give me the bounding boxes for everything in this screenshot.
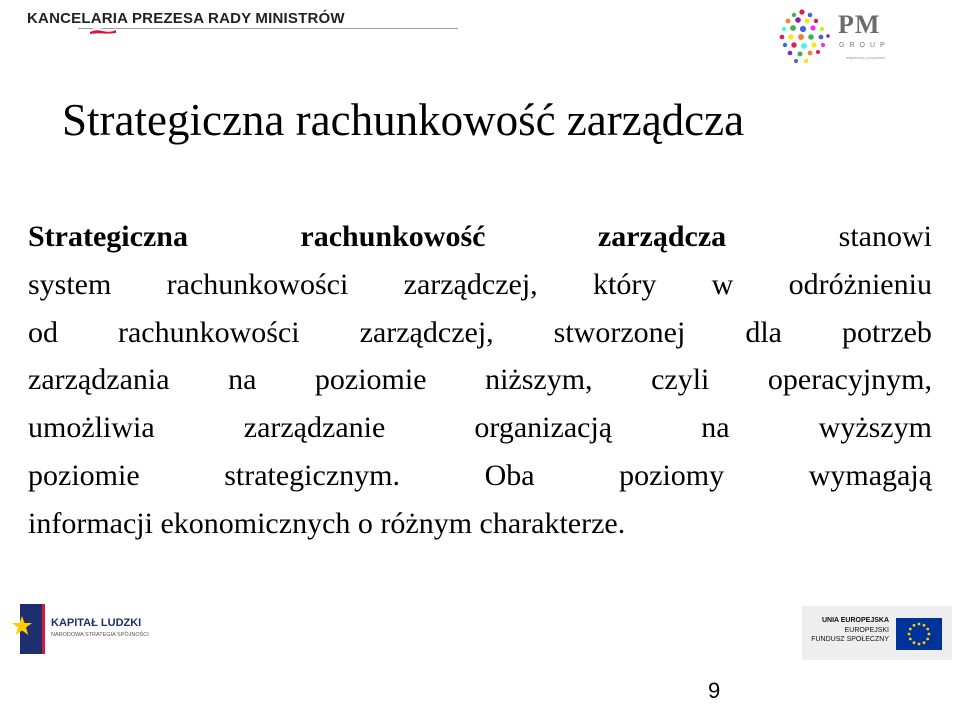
paragraph-word: poziomie (314, 363, 427, 397)
paragraph-word: Oba (484, 458, 535, 492)
pm-logo-tagline: wspieramy przyszłość (846, 55, 885, 60)
eu-logo-text (811, 616, 889, 645)
pm-group-logo (776, 6, 936, 68)
paragraph-word: rachunkowość (300, 220, 486, 253)
poland-flag-icon (90, 26, 116, 34)
paragraph-word: niższym, (485, 363, 593, 397)
paragraph-word: dla (745, 315, 782, 349)
eu-flag-icon (896, 618, 942, 650)
kprm-divider (78, 28, 458, 29)
paragraph-word: umożliwia (28, 411, 155, 445)
paragraph-line (28, 404, 932, 452)
kapital-ludzki-logo (10, 602, 160, 657)
paragraph-word: potrzeb (841, 315, 932, 349)
pm-logo-letters: PM (838, 10, 881, 39)
paragraph-word: na (701, 411, 730, 445)
kprm-logo-text: KANCELARIA PREZESA RADY MINISTRÓW (27, 10, 345, 27)
paragraph-word: wyższym (818, 411, 932, 445)
paragraph-word: zarządczej, (403, 267, 538, 301)
paragraph-word: zarządzania (28, 363, 170, 397)
kapital-ludzki-subtitle: NARODOWA STRATEGIA SPÓJNOŚCI (51, 632, 149, 638)
paragraph-word: poziomy (619, 458, 725, 492)
paragraph-word: system (28, 267, 112, 301)
paragraph-word: stanowi (838, 220, 932, 253)
paragraph-word: zarządcza (597, 220, 727, 253)
dots-cluster-icon (776, 6, 834, 66)
paragraph-word: zarządczej, (359, 315, 494, 349)
paragraph-word: rachunkowości (118, 315, 300, 349)
paragraph-word: stworzonej (553, 315, 686, 349)
paragraph-line (28, 500, 932, 548)
eu-logo (802, 606, 952, 660)
paragraph-line (28, 261, 932, 309)
eu-logo-line: EUROPEJSKI (844, 626, 889, 634)
eu-logo-line: FUNDUSZ SPOŁECZNY (811, 636, 889, 643)
paragraph-line (28, 213, 932, 261)
star-mark-icon (10, 604, 46, 656)
paragraph-word: operacyjnym, (767, 363, 932, 397)
paragraph-word: w (711, 267, 734, 301)
paragraph-line (28, 309, 932, 357)
paragraph-word: odróżnieniu (788, 267, 932, 301)
paragraph-word: rachunkowości (166, 267, 349, 301)
paragraph-word: od (28, 315, 58, 349)
paragraph-word: strategicznym. (224, 458, 400, 492)
paragraph-word: Strategiczna (28, 220, 188, 253)
paragraph-word: organizacją (474, 411, 613, 445)
paragraph-line (28, 356, 932, 404)
paragraph-word: wymagają (808, 458, 932, 492)
paragraph-word: informacji ekonomicznych o różnym charakterze. (28, 506, 626, 540)
page-number: 9 (708, 678, 721, 703)
paragraph-word: na (228, 363, 257, 397)
paragraph-word: poziomie (28, 458, 140, 492)
kprm-logo (27, 10, 467, 27)
pm-logo-word: GROUP (839, 42, 890, 49)
paragraph-line (28, 452, 932, 500)
kapital-ludzki-title: KAPITAŁ LUDZKI (51, 617, 142, 629)
paragraph-word: który (593, 267, 657, 301)
paragraph-word: zarządzanie (243, 411, 386, 445)
paragraph-word: czyli (651, 363, 710, 397)
body-paragraph (28, 213, 932, 548)
slide-title: Strategiczna rachunkowość zarządcza (62, 95, 745, 145)
eu-logo-line: UNIA EUROPEJSKA (821, 617, 889, 624)
